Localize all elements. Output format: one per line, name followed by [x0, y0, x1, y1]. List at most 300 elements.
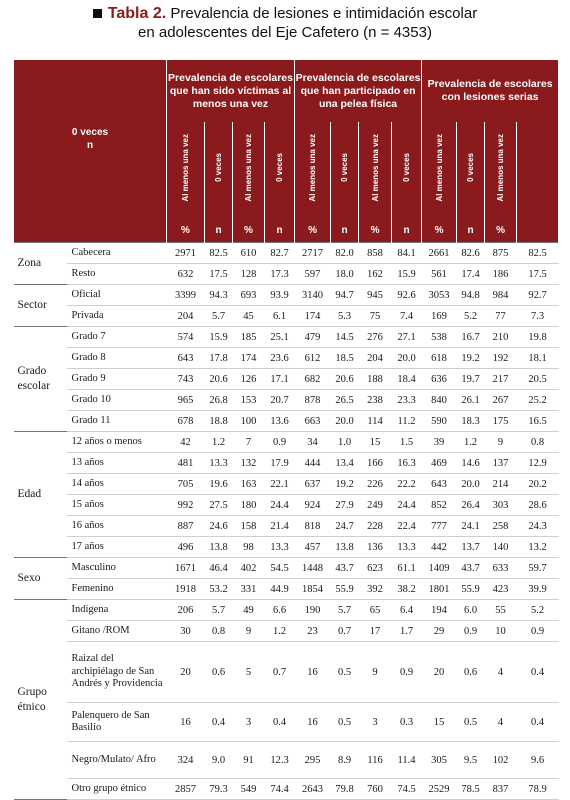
table-row [14, 390, 559, 411]
table-cell: 760 [359, 779, 392, 800]
table-cell: 9.5 [457, 742, 485, 779]
table-cell: 46.4 [205, 558, 233, 579]
table-cell: 13.7 [457, 537, 485, 558]
table-cell: 93.9 [265, 285, 295, 306]
table-cell: 186 [485, 264, 517, 285]
table-cell: 24.3 [517, 516, 559, 537]
table-row [14, 348, 559, 369]
table-cell: 632 [167, 264, 205, 285]
table-cell: 74.5 [392, 779, 422, 800]
row-label: 14 años [67, 474, 167, 495]
table-row [14, 411, 559, 432]
table-cell: 19.8 [517, 327, 559, 348]
table-cell: 4 [485, 703, 517, 742]
table-cell: 590 [422, 411, 457, 432]
table-cell: 24.1 [457, 516, 485, 537]
table-cell: 92.6 [392, 285, 422, 306]
table-cell: 175 [485, 411, 517, 432]
table-cell: 13.3 [265, 537, 295, 558]
table-cell: 19.6 [205, 474, 233, 495]
table-cell: 1854 [295, 579, 331, 600]
table-cell: 5.7 [331, 600, 359, 621]
table-row [14, 537, 559, 558]
group-name: Grado escolar [14, 327, 67, 432]
table-cell: 3053 [422, 285, 457, 306]
group-header-injuries: Prevalencia de escolares con lesiones serias [422, 60, 559, 122]
table-cell: 0.5 [331, 703, 359, 742]
table-cell: 7 [233, 432, 265, 453]
table-cell: 54.5 [265, 558, 295, 579]
table-cell: 2529 [422, 779, 457, 800]
table-cell: 13.3 [205, 453, 233, 474]
table-cell: 24.4 [392, 495, 422, 516]
group-name: Grupo étnico [14, 600, 67, 800]
table-cell: 984 [485, 285, 517, 306]
table-cell: 678 [167, 411, 205, 432]
table-cell: 2717 [295, 243, 331, 264]
table-cell: 965 [167, 390, 205, 411]
table-cell: 610 [233, 243, 265, 264]
table-cell: 82.7 [265, 243, 295, 264]
table-cell: 0.6 [205, 642, 233, 703]
table-cell: 0.4 [517, 642, 559, 703]
table-cell: 18.0 [331, 264, 359, 285]
table-cell: 192 [485, 348, 517, 369]
table-cell: 226 [359, 474, 392, 495]
table-cell: 3 [359, 703, 392, 742]
row-label: 17 años [67, 537, 167, 558]
table-cell: 28.6 [517, 495, 559, 516]
title-line-2: en adolescentes del Eje Cafetero (n = 4353) [138, 24, 432, 41]
table-cell: 20 [167, 642, 205, 703]
row-label: Masculino [67, 558, 167, 579]
table-cell: 20.6 [331, 369, 359, 390]
table-cell: 5 [233, 642, 265, 703]
table-cell: 0.7 [331, 621, 359, 642]
table-cell: 479 [295, 327, 331, 348]
subcol-header [517, 122, 559, 218]
table-cell: 0.9 [265, 432, 295, 453]
subcol-header: 0 veces [265, 122, 295, 218]
row-label: Grado 10 [67, 390, 167, 411]
table-cell: 705 [167, 474, 205, 495]
table-cell: 663 [295, 411, 331, 432]
table-cell: 27.1 [392, 327, 422, 348]
square-bullet-icon [93, 9, 102, 18]
table-cell: 27.5 [205, 495, 233, 516]
table-cell: 38.2 [392, 579, 422, 600]
table-cell: 612 [295, 348, 331, 369]
table-cell: 82.0 [331, 243, 359, 264]
table-cell: 20 [422, 642, 457, 703]
subcol-header: Al menos una vez [167, 122, 205, 218]
table-cell: 0.3 [392, 703, 422, 742]
table-cell: 945 [359, 285, 392, 306]
table-cell: 3399 [167, 285, 205, 306]
table-row [14, 579, 559, 600]
subcol-header: 0 veces [457, 122, 485, 218]
table-cell: 228 [359, 516, 392, 537]
table-cell: 100 [233, 411, 265, 432]
group-name: Zona [14, 243, 67, 285]
table-cell: 1409 [422, 558, 457, 579]
table-cell: 26.1 [457, 390, 485, 411]
table-cell: 0.5 [331, 642, 359, 703]
table-cell: 24.6 [205, 516, 233, 537]
table-cell: 8.9 [331, 742, 359, 779]
table-cell: 7.4 [392, 306, 422, 327]
table-row [14, 306, 559, 327]
table-cell: 91 [233, 742, 265, 779]
table-cell: 10 [485, 621, 517, 642]
table-cell: 45 [233, 306, 265, 327]
row-label: Grado 9 [67, 369, 167, 390]
table-row [14, 474, 559, 495]
table-cell: 26.8 [205, 390, 233, 411]
table-cell: 26.4 [457, 495, 485, 516]
table-cell: 1.2 [205, 432, 233, 453]
table-cell: 22.4 [392, 516, 422, 537]
table-cell: 924 [295, 495, 331, 516]
table-cell: 0.8 [517, 432, 559, 453]
table-cell: 94.8 [457, 285, 485, 306]
table-cell: 0.5 [457, 703, 485, 742]
table-cell: 20.7 [265, 390, 295, 411]
table-cell: 0.4 [265, 703, 295, 742]
table-row [14, 243, 559, 264]
table-cell: 15 [359, 432, 392, 453]
table-cell: 6.0 [457, 600, 485, 621]
unit-header: n [265, 218, 295, 243]
table-cell: 875 [485, 243, 517, 264]
table-cell: 18.1 [517, 348, 559, 369]
table-cell: 34 [295, 432, 331, 453]
table-cell: 13.3 [392, 537, 422, 558]
table-cell: 14.6 [457, 453, 485, 474]
row-label: Grado 8 [67, 348, 167, 369]
table-cell: 11.2 [392, 411, 422, 432]
table-cell: 140 [485, 537, 517, 558]
row-label: Femenino [67, 579, 167, 600]
category-header-line-2: n [86, 140, 94, 151]
table-cell: 637 [295, 474, 331, 495]
table-cell: 43.7 [457, 558, 485, 579]
table-cell: 194 [422, 600, 457, 621]
table-cell: 6.6 [265, 600, 295, 621]
table-cell: 303 [485, 495, 517, 516]
unit-header: % [359, 218, 392, 243]
table-cell: 20.0 [457, 474, 485, 495]
table-row [14, 264, 559, 285]
table-cell: 13.6 [265, 411, 295, 432]
table-cell: 18.4 [392, 369, 422, 390]
table-cell: 549 [233, 779, 265, 800]
table-cell: 79.3 [205, 779, 233, 800]
row-label: Oficial [67, 285, 167, 306]
table-cell: 24.7 [331, 516, 359, 537]
table-cell: 5.7 [205, 306, 233, 327]
table-cell: 116 [359, 742, 392, 779]
row-label: Privada [67, 306, 167, 327]
table-cell: 623 [359, 558, 392, 579]
table-cell: 743 [167, 369, 205, 390]
table-cell: 75 [359, 306, 392, 327]
table-cell: 19.2 [457, 348, 485, 369]
table-cell: 185 [233, 327, 265, 348]
table-cell: 643 [422, 474, 457, 495]
table-cell: 17.8 [205, 348, 233, 369]
table-row [14, 642, 559, 703]
row-label: Grado 11 [67, 411, 167, 432]
table-cell: 74.4 [265, 779, 295, 800]
table-row [14, 779, 559, 800]
table-cell: 25.2 [517, 390, 559, 411]
table-cell: 574 [167, 327, 205, 348]
table-cell: 49 [233, 600, 265, 621]
table-cell: 43.7 [331, 558, 359, 579]
table-cell: 214 [485, 474, 517, 495]
table-cell: 15.9 [392, 264, 422, 285]
table-cell: 17.4 [457, 264, 485, 285]
table-cell: 878 [295, 390, 331, 411]
table-cell: 1448 [295, 558, 331, 579]
table-cell: 16.3 [392, 453, 422, 474]
table-cell: 206 [167, 600, 205, 621]
table-cell: 597 [295, 264, 331, 285]
table-cell: 992 [167, 495, 205, 516]
table-cell: 18.3 [457, 411, 485, 432]
table-cell: 442 [422, 537, 457, 558]
unit-header: n [331, 218, 359, 243]
table-cell: 0.4 [517, 703, 559, 742]
table-cell: 0.8 [205, 621, 233, 642]
table-body [14, 243, 559, 800]
table-cell: 24.4 [265, 495, 295, 516]
group-name: Edad [14, 432, 67, 558]
table-cell: 102 [485, 742, 517, 779]
table-cell: 16.5 [517, 411, 559, 432]
table-cell: 9 [485, 432, 517, 453]
table-cell: 20.0 [331, 411, 359, 432]
table-cell: 20.5 [517, 369, 559, 390]
table-cell: 114 [359, 411, 392, 432]
table-cell: 469 [422, 453, 457, 474]
table-cell: 94.7 [331, 285, 359, 306]
table-cell: 5.3 [331, 306, 359, 327]
table-cell: 0.7 [265, 642, 295, 703]
table-cell: 4 [485, 642, 517, 703]
table-cell: 137 [485, 453, 517, 474]
group-header-victims: Prevalencia de escolares que han sido víctimas al menos una vez [167, 60, 295, 122]
table-cell: 444 [295, 453, 331, 474]
row-label: Cabecera [67, 243, 167, 264]
unit-header: n [205, 218, 233, 243]
subcol-header: Al menos una vez [233, 122, 265, 218]
table-cell: 53.2 [205, 579, 233, 600]
table-row [14, 495, 559, 516]
unit-header: n [457, 218, 485, 243]
table-cell: 0.4 [205, 703, 233, 742]
table-cell: 276 [359, 327, 392, 348]
table-row [14, 453, 559, 474]
table-cell: 1.2 [457, 432, 485, 453]
table-cell: 840 [422, 390, 457, 411]
table-cell: 61.1 [392, 558, 422, 579]
subcol-header: Al menos una vez [485, 122, 517, 218]
table-row [14, 600, 559, 621]
table-row [14, 432, 559, 453]
table-cell: 538 [422, 327, 457, 348]
table-cell: 2661 [422, 243, 457, 264]
table-cell: 204 [167, 306, 205, 327]
category-header-line-1: 0 veces [71, 127, 109, 138]
unit-header: % [422, 218, 457, 243]
table-cell: 39.9 [517, 579, 559, 600]
table-cell: 94.3 [205, 285, 233, 306]
table-cell: 17.9 [265, 453, 295, 474]
row-label: Resto [67, 264, 167, 285]
group-name: Sector [14, 285, 67, 327]
table-cell: 78.5 [457, 779, 485, 800]
table-cell: 136 [359, 537, 392, 558]
table-cell: 457 [295, 537, 331, 558]
subcol-header: Al menos una vez [359, 122, 392, 218]
table-cell: 1671 [167, 558, 205, 579]
table-cell: 78.9 [517, 779, 559, 800]
table-cell: 20.0 [392, 348, 422, 369]
table-cell: 30 [167, 621, 205, 642]
table-cell: 9.6 [517, 742, 559, 779]
table-cell: 1801 [422, 579, 457, 600]
row-label: Palenquero de San Basilio [67, 703, 167, 742]
table-cell: 92.7 [517, 285, 559, 306]
table-row [14, 327, 559, 348]
table-cell: 132 [233, 453, 265, 474]
table-cell: 174 [295, 306, 331, 327]
row-label: Raizal del archipiélago de San Andrés y Providencia [67, 642, 167, 703]
table-cell: 14.5 [331, 327, 359, 348]
table-cell: 818 [295, 516, 331, 537]
table-cell: 180 [233, 495, 265, 516]
table-cell: 295 [295, 742, 331, 779]
table-cell: 79.8 [331, 779, 359, 800]
table-cell: 618 [422, 348, 457, 369]
table-cell: 887 [167, 516, 205, 537]
table-cell: 20.2 [517, 474, 559, 495]
table-cell: 13.4 [331, 453, 359, 474]
table-cell: 9.0 [205, 742, 233, 779]
unit-header: % [167, 218, 205, 243]
table-cell: 22.2 [392, 474, 422, 495]
table-cell: 12.9 [517, 453, 559, 474]
subcol-header: 0 veces [392, 122, 422, 218]
table-cell: 44.9 [265, 579, 295, 600]
table-cell: 16 [295, 642, 331, 703]
table-cell: 423 [485, 579, 517, 600]
table-cell: 402 [233, 558, 265, 579]
unit-header: % [485, 218, 517, 243]
unit-header-blank [14, 218, 167, 243]
table-cell: 20.6 [205, 369, 233, 390]
table-cell: 0.6 [457, 642, 485, 703]
table-cell: 2643 [295, 779, 331, 800]
group-name: Sexo [14, 558, 67, 600]
row-label: Indígena [67, 600, 167, 621]
table-cell: 331 [233, 579, 265, 600]
table-cell: 39 [422, 432, 457, 453]
table-cell: 17.5 [205, 264, 233, 285]
row-label: 16 años [67, 516, 167, 537]
row-label: 12 años o menos [67, 432, 167, 453]
table-cell: 324 [167, 742, 205, 779]
table-cell: 84.1 [392, 243, 422, 264]
table-cell: 3140 [295, 285, 331, 306]
table-cell: 126 [233, 369, 265, 390]
table-row [14, 516, 559, 537]
table-cell: 0.9 [392, 642, 422, 703]
table-row [14, 621, 559, 642]
table-cell: 163 [233, 474, 265, 495]
table-cell: 15.9 [205, 327, 233, 348]
table-cell: 3 [233, 703, 265, 742]
table-cell: 1918 [167, 579, 205, 600]
table-cell: 643 [167, 348, 205, 369]
table-row [14, 558, 559, 579]
table-cell: 98 [233, 537, 265, 558]
table-cell: 128 [233, 264, 265, 285]
table-cell: 174 [233, 348, 265, 369]
table-cell: 25.1 [265, 327, 295, 348]
table-row [14, 703, 559, 742]
table-cell: 23 [295, 621, 331, 642]
table-cell: 29 [422, 621, 457, 642]
table-cell: 0.9 [457, 621, 485, 642]
table-cell: 267 [485, 390, 517, 411]
table-cell: 9 [233, 621, 265, 642]
table-cell: 65 [359, 600, 392, 621]
table-cell: 59.7 [517, 558, 559, 579]
table-cell: 636 [422, 369, 457, 390]
table-cell: 217 [485, 369, 517, 390]
table-cell: 153 [233, 390, 265, 411]
table-cell: 23.6 [265, 348, 295, 369]
row-label: 13 años [67, 453, 167, 474]
table-cell: 19.7 [457, 369, 485, 390]
table-cell: 693 [233, 285, 265, 306]
table-cell: 19.2 [331, 474, 359, 495]
table-cell: 16.7 [457, 327, 485, 348]
table-cell: 82.5 [517, 243, 559, 264]
table-cell: 6.1 [265, 306, 295, 327]
table-cell: 0.9 [517, 621, 559, 642]
unit-header: % [233, 218, 265, 243]
table-cell: 12.3 [265, 742, 295, 779]
table-cell: 858 [359, 243, 392, 264]
table-cell: 16 [167, 703, 205, 742]
table-cell: 1.2 [265, 621, 295, 642]
table-cell: 55 [485, 600, 517, 621]
table-cell: 777 [422, 516, 457, 537]
table-cell: 27.9 [331, 495, 359, 516]
table-cell: 16 [295, 703, 331, 742]
table-cell: 23.3 [392, 390, 422, 411]
table-cell: 852 [422, 495, 457, 516]
unit-header: n [392, 218, 422, 243]
row-label: Otro grupo étnico [67, 779, 167, 800]
table-cell: 6.4 [392, 600, 422, 621]
table-cell: 238 [359, 390, 392, 411]
table-cell: 210 [485, 327, 517, 348]
